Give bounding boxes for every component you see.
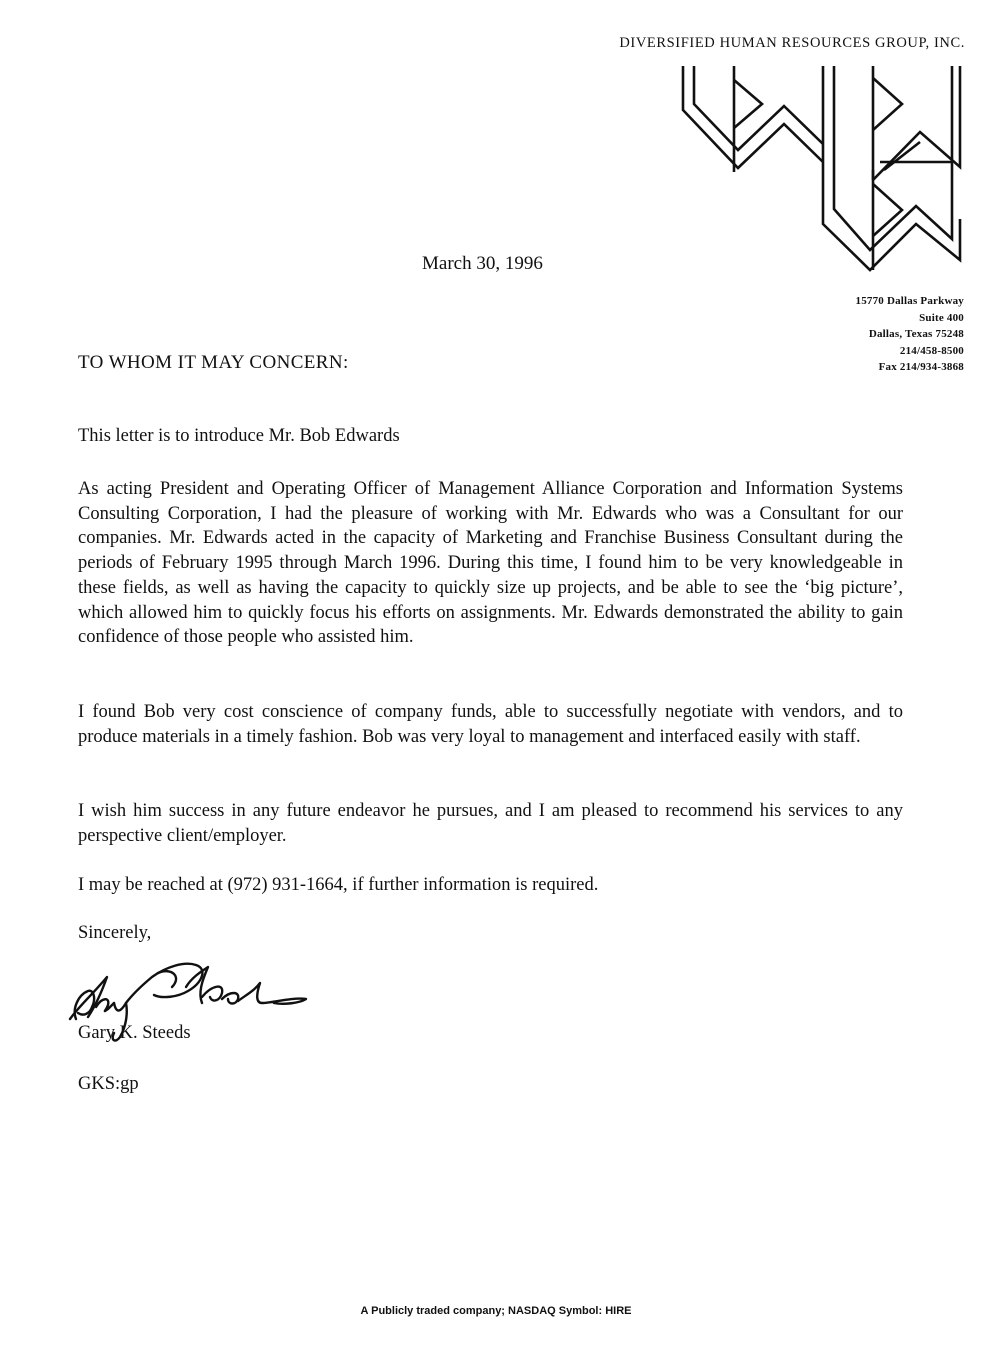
address-city: Dallas, Texas 75248 — [868, 328, 964, 340]
closing: Sincerely, — [78, 923, 152, 943]
company-name: DIVERSIFIED HUMAN RESOURCES GROUP, INC. — [619, 35, 965, 51]
address-fax: Fax 214/934-3868 — [878, 361, 964, 373]
footer-note: A Publicly traded company; NASDAQ Symbol: HIRE — [360, 1305, 632, 1317]
signer-name: Gary K. Steeds — [78, 1023, 191, 1043]
typist-initials: GKS:gp — [78, 1074, 139, 1094]
salutation: TO WHOM IT MAY CONCERN: — [78, 352, 349, 373]
address-suite: Suite 400 — [919, 311, 964, 324]
body-paragraph-experience: As acting President and Operating Officer of Management Alliance Corporation and Information Systems Consulting Corporation, I had the pleasure of working with Mr. Edwards who was a Consultant for our companies. Mr. Edwards acted in the capacity of Marketing and Franchise Business Consultant during the periods of February 1995 through March 1996. During this time, I found him to be very knowledgeable in these fields, as well as having the capacity to quickly size up projects, and be able to see the ‘big picture’, which allowed him to quickly focus his efforts on assignments. Mr. Edwards demonstrated the ability to gain confidence of those people who assisted him. — [78, 479, 903, 648]
company-logo-icon — [680, 64, 968, 274]
body-paragraph-qualities: I found Bob very cost conscience of company funds, able to successfully negotiate with vendors, and to produce materials in a timely fashion. Bob was very loyal to management and interfaced easily with staff. — [78, 702, 903, 747]
address-street: 15770 Dallas Parkway — [855, 295, 964, 307]
contact-paragraph: I may be reached at (972) 931-1664, if further information is required. — [78, 875, 599, 895]
company-address — [856, 293, 965, 376]
body-paragraph-recommendation: I wish him success in any future endeavor he pursues, and I am pleased to recommend his services to any perspective client/employer. — [78, 801, 903, 846]
letter-date: March 30, 1996 — [422, 253, 543, 274]
intro-paragraph: This letter is to introduce Mr. Bob Edwards — [78, 426, 400, 446]
address-phone: 214/458-8500 — [899, 344, 964, 357]
